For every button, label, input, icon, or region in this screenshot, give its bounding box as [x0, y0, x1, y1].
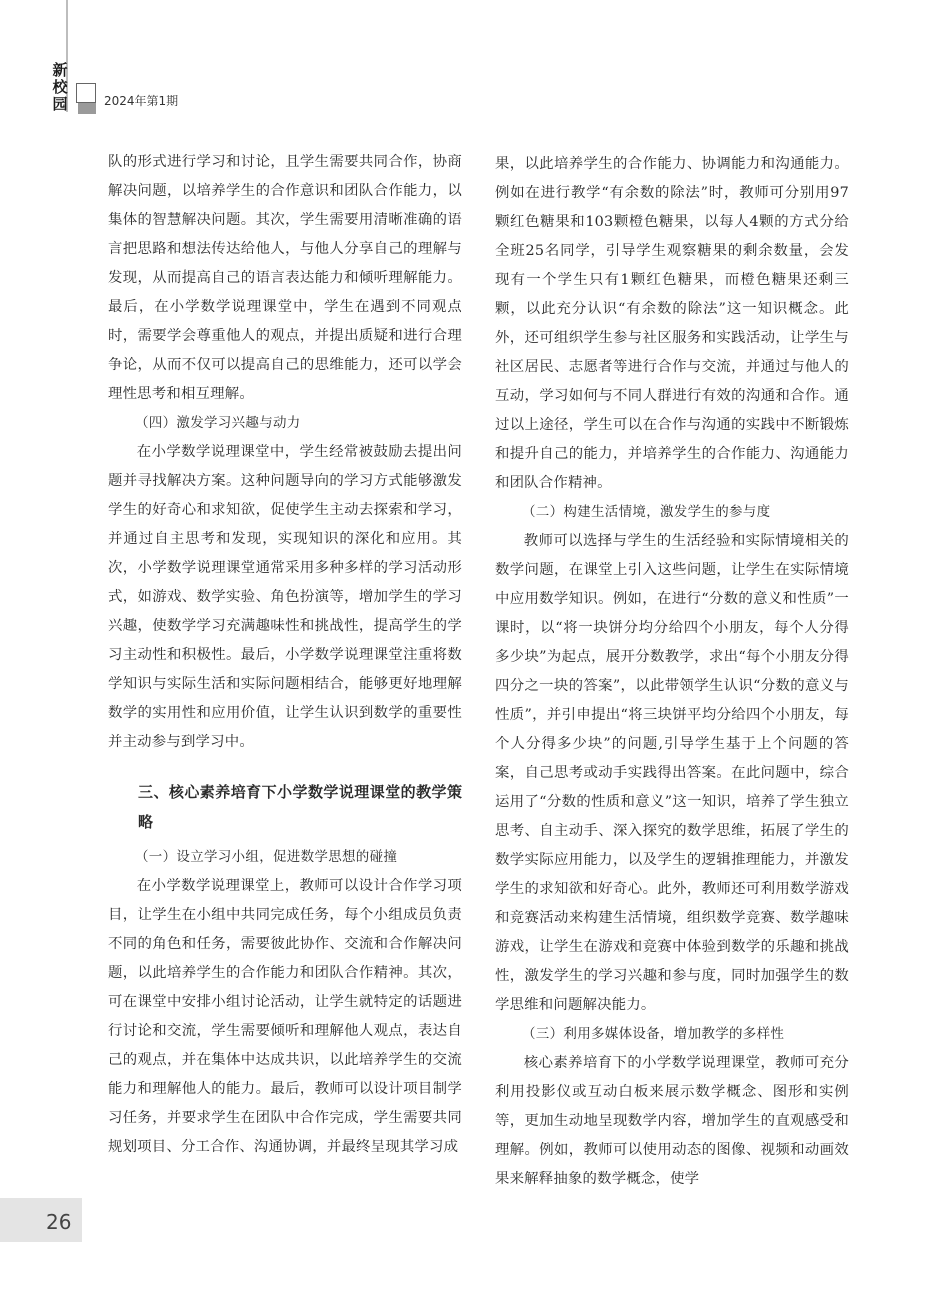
right-column: [495, 150, 849, 1194]
left-column: [108, 148, 462, 1162]
paragraph: 在小学数学说理课堂上，教师可以设计合作学习项目，让学生在小组中共同完成任务，每个小组成员负责不同的角色和任务，需要彼此协作、交流和合作解决问题，以此培养学生的合作能力和团队合作精神。其次，可在课堂中安排小组讨论活动，让学生就特定的话题进行讨论和交流，学生需要倾听和理解他人观点，表达自己的观点，并在集体中达成共识，以此培养学生的交流能力和理解他人的能力。最后，教师可以设计项目制学习任务，并要求学生在团队中合作完成，学生需要共同规划项目、分工合作、沟通协调，并最终呈现其学习成: [108, 878, 462, 1155]
issue-label: 2024年第1期: [104, 94, 179, 108]
paragraph: 果，以此培养学生的合作能力、协调能力和沟通能力。例如在进行教学“有余数的除法”时，教师可分别用97颗红色糖果和103颗橙色糖果，以每人4颗的方式分给全班25名同学，引导学生观察糖果的剩余数量，会发现有一个学生只有1颗红色糖果，而橙色糖果还剩三颗，以此充分认识“有余数的除法”这一知识概念。此外，还可组织学生参与社区服务和实践活动，让学生与社区居民、志愿者等进行合作与交流，并通过与他人的互动，学习如何与不同人群进行有效的沟通和合作。通过以上途径，学生可以在合作与沟通的实践中不断锻炼和提升自己的能力，并培养学生的合作能力、沟通能力和团队合作精神。: [495, 156, 849, 491]
paragraph: 队的形式进行学习和讨论，且学生需要共同合作，协商解决问题，以培养学生的合作意识和团队合作能力，以集体的智慧解决问题。其次，学生需要用清晰准确的语言把思路和想法传达给他人，与他人分享自己的理解与发现，从而提高自己的语言表达能力和倾听理解能力。最后，在小学数学说理课堂中，学生在遇到不同观点时，需要学会尊重他人的观点，并提出质疑和进行合理争论，从而不仅可以提高自己的思维能力，还可以学会理性思考和相互理解。: [108, 154, 462, 402]
masthead-char: 园: [52, 95, 68, 113]
journal-masthead: [51, 62, 69, 113]
subheading: （三）利用多媒体设备，增加教学的多样性: [522, 1026, 785, 1042]
paragraph: 在小学数学说理课堂中，学生经常被鼓励去提出问题并寻找解决方案。这种问题导向的学习方式能够激发学生的好奇心和求知欲，促使学生主动去探索和学习，并通过自主思考和发现，实现知识的深化和应用。其次，小学数学说理课堂通常采用多种多样的学习活动形式，如游戏、数学实验、角色扮演等，增加学生的学习兴趣，使数学学习充满趣味性和挑战性，提高学生的学习主动性和积极性。最后，小学数学说理课堂注重将数学知识与实际生活和实际问题相结合，能够更好地理解数学的实用性和应用价值，让学生认识到数学的重要性并主动参与到学习中。: [108, 444, 462, 750]
page-number: 26: [46, 1210, 72, 1234]
section-heading: 三、核心素养培育下小学数学说理课堂的教学策略: [138, 783, 462, 831]
paragraph: 教师可以选择与学生的生活经验和实际情境相关的数学问题，在课堂上引入这些问题，让学生在实际情境中应用数学知识。例如，在进行“分数的意义和性质”一课时，以“将一块饼分均分给四个小朋友，每个人分得多少块”为起点，展开分数教学，求出“每个小朋友分得四分之一块的答案”，以此带领学生认识“分数的意义与性质”，并引申提出“将三块饼平均分给四个小朋友，每个人分得多少块”的问题,引导学生基于上个问题的答案，自己思考或动手实践得出答案。在此问题中，综合运用了“分数的性质和意义”这一知识，培养了学生独立思考、自主动手、深入探究的数学思维，拓展了学生的数学实际应用能力，以及学生的逻辑推理能力，并激发学生的求知欲和好奇心。此外，教师还可利用数学游戏和竞赛活动来构建生活情境，组织数学竞赛、数学趣味游戏，让学生在游戏和竞赛中体验到数学的乐趣和挑战性，激发学生的学习兴趣和参与度，同时加强学生的数学思维和问题解决能力。: [495, 533, 849, 1013]
paragraph: 核心素养培育下的小学数学说理课堂，教师可充分利用投影仪或互动白板来展示数学概念、图形和实例等，更加生动地呈现数学内容，增加学生的直观感受和理解。例如，教师可以使用动态的图像、视频和动画效果来解释抽象的数学概念，使学: [495, 1055, 849, 1187]
masthead-char: 校: [52, 78, 68, 96]
subheading: （四）激发学习兴趣与动力: [135, 415, 301, 431]
subheading: （二）构建生活情境，激发学生的参与度: [522, 504, 771, 520]
subheading: （一）设立学习小组，促进数学思想的碰撞: [135, 849, 398, 865]
masthead-char: 新: [52, 61, 68, 79]
decor-square-outline: [76, 83, 96, 103]
